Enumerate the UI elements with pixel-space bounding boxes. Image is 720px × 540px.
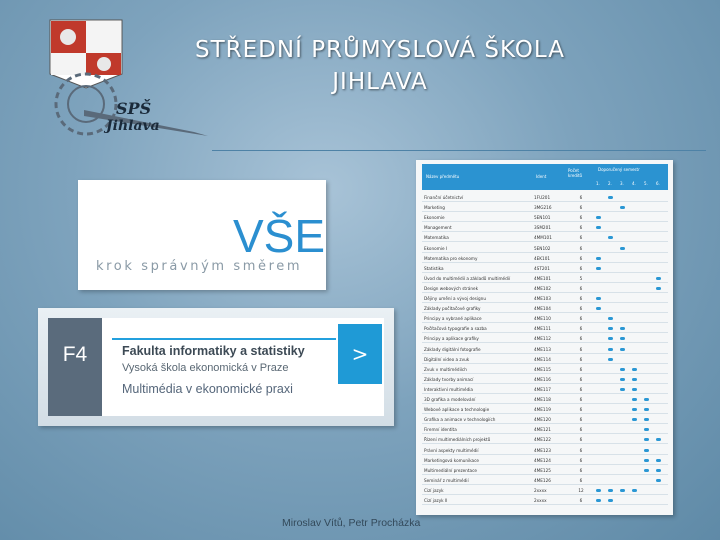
cell-code: 3SM201 <box>534 225 551 231</box>
cell-credits: 6 <box>579 306 583 312</box>
table-row <box>422 356 668 364</box>
footer-authors: Miroslav Vítů, Petr Procházka <box>282 517 421 529</box>
cell-name: Management <box>424 225 452 231</box>
cell-credits: 6 <box>579 417 583 423</box>
semester-number: 2. <box>608 181 612 186</box>
semester-marker <box>596 489 601 492</box>
cell-name: Počítačová typografie a sazba <box>424 326 487 332</box>
cell-credits: 6 <box>579 356 583 362</box>
cell-credits: 6 <box>579 326 583 332</box>
semester-marker <box>620 206 625 209</box>
vse-tagline: krok správným směrem <box>96 259 303 274</box>
cell-name: Cizí jazyk <box>424 487 444 493</box>
semester-marker <box>608 327 613 330</box>
semester-marker <box>644 459 649 462</box>
cell-credits: 6 <box>579 195 583 200</box>
table-row <box>422 396 668 404</box>
table-row <box>422 204 668 212</box>
cell-credits: 6 <box>579 245 583 251</box>
semester-marker <box>656 438 661 441</box>
cell-code: 4ME122 <box>534 437 551 443</box>
semester-marker <box>620 489 625 492</box>
cell-credits: 6 <box>579 205 583 211</box>
cell-credits: 12 <box>578 487 584 493</box>
cell-name: Řízení multimediálních projektů <box>424 437 491 443</box>
cell-credits: 6 <box>579 397 583 402</box>
table-row <box>422 447 668 455</box>
cell-credits: 5 <box>579 275 583 281</box>
table-row <box>422 497 668 505</box>
cell-credits: 6 <box>579 296 583 301</box>
header-name: Název předmětu <box>426 174 460 179</box>
semester-marker <box>620 378 625 381</box>
table-row <box>422 386 668 394</box>
table-header <box>422 164 668 190</box>
title-divider <box>212 150 706 151</box>
semester-number: 6. <box>656 181 660 186</box>
semester-marker <box>608 489 613 492</box>
semester-marker <box>596 297 601 300</box>
cell-credits: 6 <box>579 225 583 231</box>
f4-rule <box>112 338 336 340</box>
f4-faculty-name: Fakulta informatiky a statistiky <box>122 344 305 358</box>
semester-marker <box>608 358 613 361</box>
cell-credits: 6 <box>579 366 583 372</box>
cell-code: 4ME101 <box>534 275 551 281</box>
cell-credits: 6 <box>579 437 583 443</box>
cell-code: 4ME123 <box>534 447 551 453</box>
cell-code: 2xxxx <box>534 498 547 503</box>
cell-credits: 6 <box>579 467 583 473</box>
semester-marker <box>632 398 637 401</box>
cell-code: 4ME104 <box>534 306 551 312</box>
table-row <box>422 214 668 222</box>
cell-name: Statistika <box>424 265 444 271</box>
cell-code: 4ME120 <box>534 417 551 423</box>
table-row <box>422 487 668 495</box>
cell-name: Webové aplikace a technologie <box>424 407 490 413</box>
cell-code: 4ME117 <box>534 386 551 392</box>
cell-code: 4ME116 <box>534 376 551 382</box>
cell-name: Principy a vybrané aplikace <box>424 316 482 322</box>
semester-marker <box>608 317 613 320</box>
semester-marker <box>620 337 625 340</box>
cell-credits: 6 <box>579 427 583 433</box>
cell-code: 4ME102 <box>534 285 551 291</box>
table-row <box>422 416 668 424</box>
cell-credits: 6 <box>579 376 583 382</box>
cell-name: Interaktivní multimédia <box>424 386 473 392</box>
f4-arrow-icon: > <box>338 324 382 384</box>
header-credits: Počet kreditů <box>568 168 583 178</box>
semester-number: 1. <box>596 181 600 186</box>
f4-program-name: Multimédia v ekonomické praxi <box>122 382 293 396</box>
table-row <box>422 467 668 475</box>
table-row <box>422 477 668 485</box>
cell-name: Základy tvorby animací <box>424 376 474 382</box>
cell-code: 4MM101 <box>534 235 552 241</box>
cell-code: 4ME126 <box>534 477 551 483</box>
semester-marker <box>620 388 625 391</box>
cell-name: Úvod do multimédií a základů multimédií <box>424 275 511 281</box>
table-row <box>422 295 668 303</box>
cell-name: Design webových stránek <box>424 285 479 291</box>
vse-logo-card <box>78 180 326 290</box>
f4-banner <box>38 308 394 426</box>
cell-name: Marketingová komunikace <box>424 457 479 463</box>
table-row <box>422 457 668 465</box>
table-row <box>422 406 668 414</box>
semester-marker <box>632 489 637 492</box>
semester-marker <box>620 368 625 371</box>
semester-marker <box>620 348 625 351</box>
cell-name: Digitální video a zvuk <box>424 356 470 362</box>
cell-credits: 6 <box>579 215 583 221</box>
page-title <box>150 34 610 98</box>
semester-marker <box>656 459 661 462</box>
cell-name: Ekonomie I <box>424 245 448 251</box>
table-row <box>422 224 668 232</box>
cell-code: 4ME114 <box>534 356 551 362</box>
semester-marker <box>608 196 613 199</box>
semester-number: 4. <box>632 181 636 186</box>
f4-badge: F4 <box>48 318 102 416</box>
cell-code: 4ME112 <box>534 336 551 342</box>
semester-marker <box>644 428 649 431</box>
cell-credits: 6 <box>579 316 583 322</box>
semester-marker <box>656 287 661 290</box>
semester-marker <box>656 479 661 482</box>
table-row <box>422 366 668 374</box>
cell-credits: 6 <box>579 457 583 463</box>
table-row <box>422 315 668 323</box>
semester-marker <box>596 226 601 229</box>
semester-marker <box>656 277 661 280</box>
semester-marker <box>608 499 613 502</box>
table-row <box>422 346 668 354</box>
cell-name: Seminář z multimédií <box>424 477 469 483</box>
table-row <box>422 305 668 313</box>
logo-text-jihlava: Jihlava <box>106 118 160 134</box>
cell-code: 4ME124 <box>534 457 551 463</box>
cell-credits: 6 <box>579 346 583 352</box>
curriculum-table <box>416 160 673 515</box>
title-line-2: JIHLAVA <box>332 69 428 95</box>
cell-code: 4ME115 <box>534 366 551 372</box>
semester-marker <box>608 337 613 340</box>
cell-credits: 6 <box>579 235 583 241</box>
semester-marker <box>620 247 625 250</box>
semester-marker <box>608 348 613 351</box>
title-line-1: STŘEDNÍ PRŮMYSLOVÁ ŠKOLA <box>195 37 565 63</box>
table-row <box>422 245 668 253</box>
cell-code: 4ME110 <box>534 316 551 322</box>
cell-code: 3MG216 <box>534 205 552 211</box>
cell-name: Základy digitální fotografie <box>424 346 481 352</box>
cell-credits: 6 <box>579 336 583 342</box>
table-row <box>422 194 668 202</box>
cell-credits: 6 <box>579 407 583 413</box>
semester-marker <box>644 438 649 441</box>
cell-name: Multimediální prezentace <box>424 467 477 473</box>
cell-code: 5EN101 <box>534 215 551 221</box>
cell-credits: 6 <box>579 265 583 271</box>
semester-marker <box>608 236 613 239</box>
cell-credits: 6 <box>579 386 583 392</box>
cell-code: 4ME121 <box>534 427 551 433</box>
semester-marker <box>596 267 601 270</box>
semester-marker <box>632 418 637 421</box>
cell-name: Firemní identita <box>424 427 457 433</box>
cell-name: Ekonomie <box>424 215 445 221</box>
semester-marker <box>644 469 649 472</box>
cell-name: Právní aspekty multimédií <box>424 447 479 453</box>
cell-code: 4ME113 <box>534 346 551 352</box>
semester-marker <box>632 388 637 391</box>
semester-marker <box>596 499 601 502</box>
table-row <box>422 234 668 242</box>
cell-name: Principy a aplikace grafiky <box>424 336 479 342</box>
cell-name: Zvuk v multimédiích <box>424 366 467 372</box>
header-semesters: Doporučený semestr <box>598 167 640 172</box>
cell-name: Cizí jazyk II <box>424 498 448 503</box>
cell-code: 1FU201 <box>534 195 551 200</box>
logo-text-sps: SPŠ <box>116 99 152 118</box>
cell-credits: 6 <box>579 498 583 503</box>
semester-marker <box>620 327 625 330</box>
svg-text:VŠE: VŠE <box>233 210 326 262</box>
cell-credits: 6 <box>579 285 583 291</box>
semester-number: 5. <box>644 181 648 186</box>
table-row <box>422 376 668 384</box>
cell-name: Matematika <box>424 235 449 241</box>
semester-marker <box>644 398 649 401</box>
semester-marker <box>632 378 637 381</box>
semester-marker <box>644 408 649 411</box>
semester-marker <box>644 418 649 421</box>
header-code: Ident <box>536 174 547 179</box>
cell-code: 4ME111 <box>534 326 551 332</box>
cell-name: Grafika a animace v technologiích <box>424 417 496 423</box>
cell-credits: 6 <box>579 255 583 261</box>
semester-marker <box>596 257 601 260</box>
f4-university-name: Vysoká škola ekonomická v Praze <box>122 362 289 374</box>
table-row <box>422 255 668 263</box>
table-row <box>422 275 668 283</box>
table-row <box>422 325 668 333</box>
cell-code: 4ST201 <box>534 265 550 271</box>
table-row <box>422 335 668 343</box>
cell-name: Dějiny umění a vývoj designu <box>424 296 486 301</box>
table-row <box>422 265 668 273</box>
semester-marker <box>632 408 637 411</box>
cell-code: 4EK101 <box>534 255 551 261</box>
cell-name: 3D grafika a modelování <box>424 397 476 402</box>
cell-name: Matematika pro ekonomy <box>424 255 478 261</box>
cell-code: 4ME119 <box>534 407 551 413</box>
cell-code: 2xxxx <box>534 487 547 493</box>
cell-name: Základy počítačové grafiky <box>424 306 481 312</box>
vse-wordmark <box>233 208 326 262</box>
semester-number: 3. <box>620 181 624 186</box>
semester-marker <box>644 449 649 452</box>
cell-code: 4ME118 <box>534 397 551 402</box>
semester-marker <box>596 216 601 219</box>
cell-code: 5EN102 <box>534 245 551 251</box>
cell-name: Finanční účetnictví <box>424 195 464 200</box>
semester-marker <box>656 469 661 472</box>
semester-marker <box>632 368 637 371</box>
semester-marker <box>596 307 601 310</box>
cell-code: 4ME125 <box>534 467 551 473</box>
table-row <box>422 285 668 293</box>
table-row <box>422 436 668 444</box>
cell-name: Marketing <box>424 205 445 211</box>
cell-code: 4ME103 <box>534 296 551 301</box>
table-row <box>422 426 668 434</box>
cell-credits: 6 <box>579 477 583 483</box>
cell-credits: 6 <box>579 447 583 453</box>
